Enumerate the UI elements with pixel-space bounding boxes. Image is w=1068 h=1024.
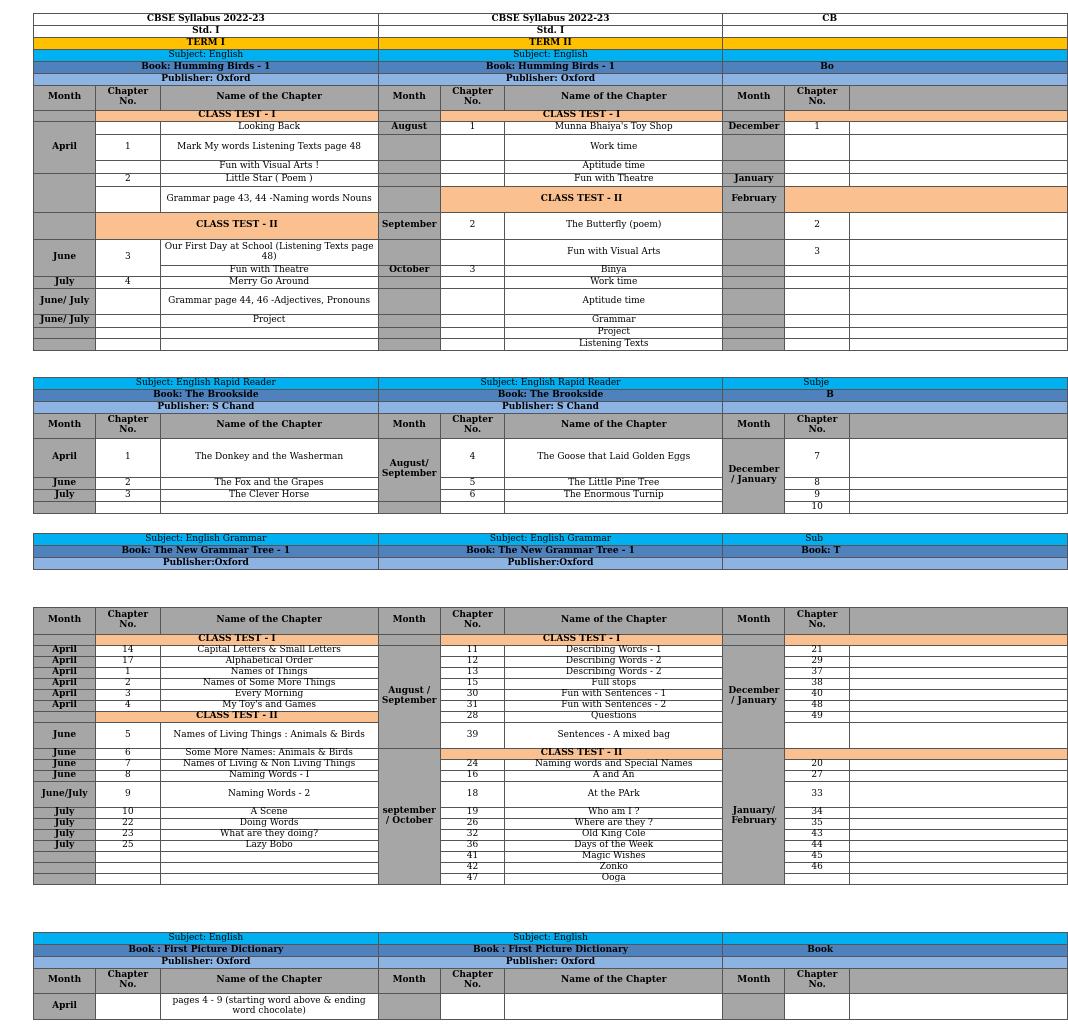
chapter-name: The Goose that Laid Golden Eggs <box>505 439 723 478</box>
col-month: Month <box>378 86 440 111</box>
book-label: Book : First Picture Dictionary <box>34 945 379 957</box>
chapter-no: 29 <box>785 657 849 668</box>
class-test-label: CLASS TEST - I <box>440 635 723 646</box>
chapter-name: Full stops <box>505 679 723 690</box>
chapter-no: 11 <box>440 646 504 657</box>
subject-label-clipped: Sub <box>723 534 1068 546</box>
chapter-name: Every Morning <box>160 690 378 701</box>
chapter-no: 25 <box>96 841 160 852</box>
month-cell: April <box>34 994 96 1020</box>
subject-label: Subject: English Rapid Reader <box>378 378 723 390</box>
subject-label: Subject: English <box>378 50 723 62</box>
chapter-no: 5 <box>440 478 504 490</box>
chapter-name: Work time <box>505 135 723 161</box>
chapter-no: 38 <box>785 679 849 690</box>
publisher-label: Publisher: Oxford <box>34 957 379 969</box>
publisher-label: Publisher: Oxford <box>34 74 379 86</box>
chapter-no: 4 <box>96 701 160 712</box>
month-cell: January/ February <box>723 749 785 885</box>
chapter-no: 17 <box>96 657 160 668</box>
chapter-name: Alphabetical Order <box>160 657 378 668</box>
chapter-name: Old King Cole <box>505 830 723 841</box>
chapter-name: Looking Back <box>160 122 378 135</box>
chapter-no: 8 <box>785 478 849 490</box>
chapter-no: 1 <box>785 122 849 135</box>
chapter-name: Listening Texts <box>505 339 723 351</box>
chapter-name: Grammar page 44, 46 -Adjectives, Pronouns <box>160 289 378 315</box>
chapter-no: 37 <box>785 668 849 679</box>
col-month: Month <box>34 608 96 635</box>
publisher-label: Publisher: Oxford <box>378 957 723 969</box>
month-cell: June/ July <box>34 289 96 315</box>
chapter-no: 22 <box>96 819 160 830</box>
col-chapter: Chapter No. <box>440 86 504 111</box>
col-chapter: Chapter No. <box>96 414 160 439</box>
month-cell: July <box>34 808 96 819</box>
col-month: Month <box>378 414 440 439</box>
chapter-name: Questions <box>505 712 723 723</box>
book-label: Book: The Brookside <box>378 390 723 402</box>
col-name: Name of the Chapter <box>505 86 723 111</box>
chapter-name: Munna Bhaiya's Toy Shop <box>505 122 723 135</box>
chapter-name: The Little Pine Tree <box>505 478 723 490</box>
grammar-header-table <box>33 533 841 573</box>
chapter-name: The Enormous Turnip <box>505 490 723 502</box>
col-month: Month <box>34 969 96 994</box>
syllabus-title: CBSE Syllabus 2022-23 <box>378 14 723 26</box>
chapter-name: Zonko <box>505 863 723 874</box>
grammar-body-table <box>33 607 838 920</box>
month-cell: April <box>34 646 96 657</box>
chapter-name: Naming Words - I <box>160 771 378 782</box>
chapter-no: 10 <box>785 502 849 514</box>
chapter-no: 19 <box>440 808 504 819</box>
chapter-name: Sentences - A mixed bag <box>505 723 723 749</box>
chapter-name: Names of Things <box>160 668 378 679</box>
chapter-name: Fun with Sentences - 2 <box>505 701 723 712</box>
publisher-label: Publisher: Oxford <box>378 74 723 86</box>
chapter-name: At the PArk <box>505 782 723 808</box>
chapter-no: 4 <box>440 439 504 478</box>
month-cell: January <box>723 174 785 187</box>
col-month: Month <box>378 608 440 635</box>
chapter-no: 2 <box>96 478 160 490</box>
month-cell: June/July <box>34 782 96 808</box>
chapter-name: Grammar <box>505 315 723 328</box>
col-name: Name of the Chapter <box>160 608 378 635</box>
syllabus-title-clipped: CB <box>723 14 1068 26</box>
chapter-no: 45 <box>785 852 849 863</box>
chapter-name: Aptitude time <box>505 161 723 174</box>
month-cell: August / September <box>378 646 440 749</box>
rapid-reader-table <box>33 377 838 521</box>
chapter-no: 3 <box>96 490 160 502</box>
col-chapter: Chapter No. <box>785 608 849 635</box>
chapter-no: 46 <box>785 863 849 874</box>
term1-header: TERM I <box>34 38 379 50</box>
col-chapter: Chapter No. <box>785 86 849 111</box>
chapter-no: 1 <box>96 135 160 161</box>
month-cell: August <box>378 122 440 135</box>
month-cell: september / October <box>378 749 440 885</box>
chapter-name: Naming Words - 2 <box>160 782 378 808</box>
chapter-name: Fun with Sentences - 1 <box>505 690 723 701</box>
month-cell: April <box>34 690 96 701</box>
chapter-no: 14 <box>96 646 160 657</box>
chapter-no: 28 <box>440 712 504 723</box>
english-syllabus-table: CBSE Syllabus 2022-23 CBSE Syllabus 2022-23 CB Std. I Std. I TERM I TERM II Subject: English Subject: English Book: Humming Birds - 1 Book: Humming Birds - 1 Bo Publisher: Oxford Publisher: Oxford Month Chapter No. Name of the Chapter Month Chapter No. Name of the Chapter Month Chapter No. CLASS TEST - I CLASS TEST - I April Looking Back August 1 Munna Bhaiya's Toy Shop December 1 1 Mark My words Listening Texts page 48 Work time Fun with Visual Arts ! Aptitude time 2 Little Star ( Poem ) Fun with Theatre January Grammar page 43, 44 -Naming words Nouns CLASS TEST - II February CLASS TEST - II September 2 The Butterfly (poem) 2 June 3 Our First Day at School (Listening Texts page 48) Fun with Visual Arts 3 Fun with Theatre October 3 Binya July 4 Merry Go Around Work time June/ July Grammar page 44, 46 -Adjectives, Pronouns Aptitude time June/ July Project Grammar Project Listening Texts <box>33 13 768 365</box>
chapter-name: The Fox and the Grapes <box>160 478 378 490</box>
class-test-label: CLASS TEST - II <box>96 213 379 240</box>
chapter-name: Names of Some More Things <box>160 679 378 690</box>
col-month: Month <box>34 86 96 111</box>
syllabus-title: CBSE Syllabus 2022-23 <box>34 14 379 26</box>
term2-header: TERM II <box>378 38 723 50</box>
publisher-label: Publisher:Oxford <box>34 558 379 570</box>
chapter-name: Little Star ( Poem ) <box>160 174 378 187</box>
chapter-no: 31 <box>440 701 504 712</box>
col-chapter: Chapter No. <box>440 608 504 635</box>
chapter-no: 32 <box>440 830 504 841</box>
chapter-no: 6 <box>96 749 160 760</box>
book-label: Book : First Picture Dictionary <box>378 945 723 957</box>
chapter-no: 16 <box>440 771 504 782</box>
col-month: Month <box>723 86 785 111</box>
month-cell: June <box>34 760 96 771</box>
month-cell: August/ September <box>378 439 440 502</box>
chapter-no: 40 <box>785 690 849 701</box>
chapter-no: 4 <box>96 277 160 289</box>
month-cell: July <box>34 841 96 852</box>
chapter-no: 35 <box>785 819 849 830</box>
chapter-no: 47 <box>440 874 504 885</box>
chapter-name: Fun with Theatre <box>505 174 723 187</box>
month-cell: April <box>34 679 96 690</box>
col-name: Name of the Chapter <box>505 969 723 994</box>
col-month: Month <box>723 969 785 994</box>
chapter-no: 36 <box>440 841 504 852</box>
chapter-no: 1 <box>440 122 504 135</box>
chapter-name: Magic Wishes <box>505 852 723 863</box>
publisher-label: Publisher:Oxford <box>378 558 723 570</box>
chapter-name: Ooga <box>505 874 723 885</box>
chapter-name: Project <box>160 315 378 328</box>
class-test-label: CLASS TEST - I <box>440 111 723 122</box>
month-cell: June <box>34 240 96 277</box>
col-name: Name of the Chapter <box>160 969 378 994</box>
chapter-name: Lazy Bobo <box>160 841 378 852</box>
month-cell: July <box>34 277 96 289</box>
chapter-name: Who am I ? <box>505 808 723 819</box>
chapter-name: Naming words and Special Names <box>505 760 723 771</box>
chapter-no: 3 <box>785 240 849 266</box>
chapter-no: 26 <box>440 819 504 830</box>
chapter-no: 42 <box>440 863 504 874</box>
month-cell: June <box>34 771 96 782</box>
chapter-no: 10 <box>96 808 160 819</box>
publisher-label: Publisher: S Chand <box>34 402 379 414</box>
chapter-no: 9 <box>96 782 160 808</box>
chapter-name: Where are they ? <box>505 819 723 830</box>
std-label: Std. I <box>34 26 379 38</box>
month-cell: April <box>34 657 96 668</box>
chapter-name: Fun with Visual Arts <box>505 240 723 266</box>
chapter-name: pages 4 - 9 (starting word above & ending word chocolate) <box>160 994 378 1020</box>
chapter-no: 8 <box>96 771 160 782</box>
col-chapter: Chapter No. <box>96 86 160 111</box>
chapter-no: 7 <box>785 439 849 478</box>
chapter-no: 18 <box>440 782 504 808</box>
book-label-clipped: B <box>723 390 1068 402</box>
chapter-no: 3 <box>96 690 160 701</box>
class-test-label: CLASS TEST - II <box>96 712 379 723</box>
chapter-name: Fun with Theatre <box>160 266 378 277</box>
chapter-name: Some More Names: Animals & Birds <box>160 749 378 760</box>
chapter-no: 15 <box>440 679 504 690</box>
chapter-name: The Butterfly (poem) <box>505 213 723 240</box>
chapter-no: 43 <box>785 830 849 841</box>
chapter-name: Names of Living & Non Living Things <box>160 760 378 771</box>
col-name: Name of the Chapter <box>505 414 723 439</box>
chapter-no: 24 <box>440 760 504 771</box>
month-cell: June <box>34 749 96 760</box>
chapter-name: A and An <box>505 771 723 782</box>
chapter-no: 1 <box>96 668 160 679</box>
subject-label: Subject: English Rapid Reader <box>34 378 379 390</box>
chapter-no: 5 <box>96 723 160 749</box>
chapter-name: Describing Words - 2 <box>505 657 723 668</box>
month-cell: June/ July <box>34 315 96 328</box>
chapter-name: Work time <box>505 277 723 289</box>
publisher-label: Publisher: S Chand <box>378 402 723 414</box>
col-month: Month <box>34 414 96 439</box>
chapter-no: 9 <box>785 490 849 502</box>
col-chapter: Chapter No. <box>785 969 849 994</box>
chapter-no: 2 <box>440 213 504 240</box>
chapter-no: 3 <box>440 266 504 277</box>
subject-label: Subject: English Grammar <box>34 534 379 546</box>
col-chapter: Chapter No. <box>96 608 160 635</box>
month-cell: July <box>34 490 96 502</box>
col-month: Month <box>378 969 440 994</box>
chapter-no: 20 <box>785 760 849 771</box>
chapter-name: Fun with Visual Arts ! <box>160 161 378 174</box>
book-label-clipped: Book: T <box>723 546 1068 558</box>
class-test-label: CLASS TEST - I <box>96 111 379 122</box>
chapter-no: 13 <box>440 668 504 679</box>
dictionary-table <box>33 932 838 1024</box>
chapter-name: A Scene <box>160 808 378 819</box>
month-cell: April <box>34 122 96 174</box>
col-chapter: Chapter No. <box>96 969 160 994</box>
month-cell: June <box>34 478 96 490</box>
subject-label: Subject: English <box>34 50 379 62</box>
chapter-no: 27 <box>785 771 849 782</box>
chapter-name: Aptitude time <box>505 289 723 315</box>
chapter-no: 12 <box>440 657 504 668</box>
chapter-name: Merry Go Around <box>160 277 378 289</box>
chapter-no: 30 <box>440 690 504 701</box>
chapter-name: The Donkey and the Washerman <box>160 439 378 478</box>
class-test-label: CLASS TEST - II <box>440 187 723 213</box>
col-name: Name of the Chapter <box>505 608 723 635</box>
class-test-label: CLASS TEST - II <box>440 749 723 760</box>
month-cell: July <box>34 830 96 841</box>
chapter-name: Our First Day at School (Listening Texts page 48) <box>160 240 378 266</box>
month-cell: April <box>34 668 96 679</box>
chapter-name: Describing Words - 1 <box>505 646 723 657</box>
col-chapter: Chapter No. <box>785 414 849 439</box>
subject-label: Subject: English <box>34 933 379 945</box>
book-label: Book: The New Grammar Tree - 1 <box>378 546 723 558</box>
chapter-name: Binya <box>505 266 723 277</box>
chapter-name: Doing Words <box>160 819 378 830</box>
chapter-no: 39 <box>440 723 504 749</box>
chapter-name: Mark My words Listening Texts page 48 <box>160 135 378 161</box>
col-month: Month <box>723 608 785 635</box>
book-label-clipped: Book <box>723 945 1068 957</box>
chapter-name: Days of the Week <box>505 841 723 852</box>
chapter-no: 41 <box>440 852 504 863</box>
month-cell: April <box>34 701 96 712</box>
chapter-no: 2 <box>96 174 160 187</box>
subject-label-clipped: Subje <box>723 378 1068 390</box>
col-name: Name of the Chapter <box>160 86 378 111</box>
chapter-no: 21 <box>785 646 849 657</box>
chapter-no: 2 <box>785 213 849 240</box>
chapter-no: 48 <box>785 701 849 712</box>
col-chapter: Chapter No. <box>440 414 504 439</box>
chapter-no: 44 <box>785 841 849 852</box>
month-cell: July <box>34 819 96 830</box>
month-cell: December <box>723 122 785 135</box>
col-chapter: Chapter No. <box>440 969 504 994</box>
chapter-name: The Clever Horse <box>160 490 378 502</box>
month-cell: December / January <box>723 646 785 749</box>
chapter-no: 6 <box>440 490 504 502</box>
chapter-no: 3 <box>96 240 160 277</box>
chapter-no: 2 <box>96 679 160 690</box>
chapter-no: 33 <box>785 782 849 808</box>
chapter-no: 7 <box>96 760 160 771</box>
book-label: Book: Humming Birds - 1 <box>378 62 723 74</box>
chapter-name: What are they doing? <box>160 830 378 841</box>
chapter-name: My Toy's and Games <box>160 701 378 712</box>
book-label: Book: Humming Birds - 1 <box>34 62 379 74</box>
subject-label: Subject: English Grammar <box>378 534 723 546</box>
col-month: Month <box>723 414 785 439</box>
month-cell: October <box>378 266 440 277</box>
book-label: Book: The New Grammar Tree - 1 <box>34 546 379 558</box>
col-name: Name of the Chapter <box>160 414 378 439</box>
chapter-no: 34 <box>785 808 849 819</box>
month-cell: December / January <box>723 439 785 514</box>
std-label: Std. I <box>378 26 723 38</box>
chapter-name: Names of Living Things : Animals & Birds <box>160 723 378 749</box>
month-cell: June <box>34 723 96 749</box>
chapter-name: Capital Letters & Small Letters <box>160 646 378 657</box>
chapter-no: 1 <box>96 439 160 478</box>
chapter-name: Project <box>505 328 723 339</box>
month-cell: September <box>378 213 440 240</box>
class-test-label: CLASS TEST - I <box>96 635 379 646</box>
chapter-no: 23 <box>96 830 160 841</box>
chapter-no: 49 <box>785 712 849 723</box>
chapter-name: Grammar page 43, 44 -Naming words Nouns <box>160 187 378 213</box>
subject-label: Subject: English <box>378 933 723 945</box>
chapter-name: Describing Words - 2 <box>505 668 723 679</box>
month-cell: February <box>723 187 785 213</box>
month-cell: April <box>34 439 96 478</box>
book-label: Book: The Brookside <box>34 390 379 402</box>
